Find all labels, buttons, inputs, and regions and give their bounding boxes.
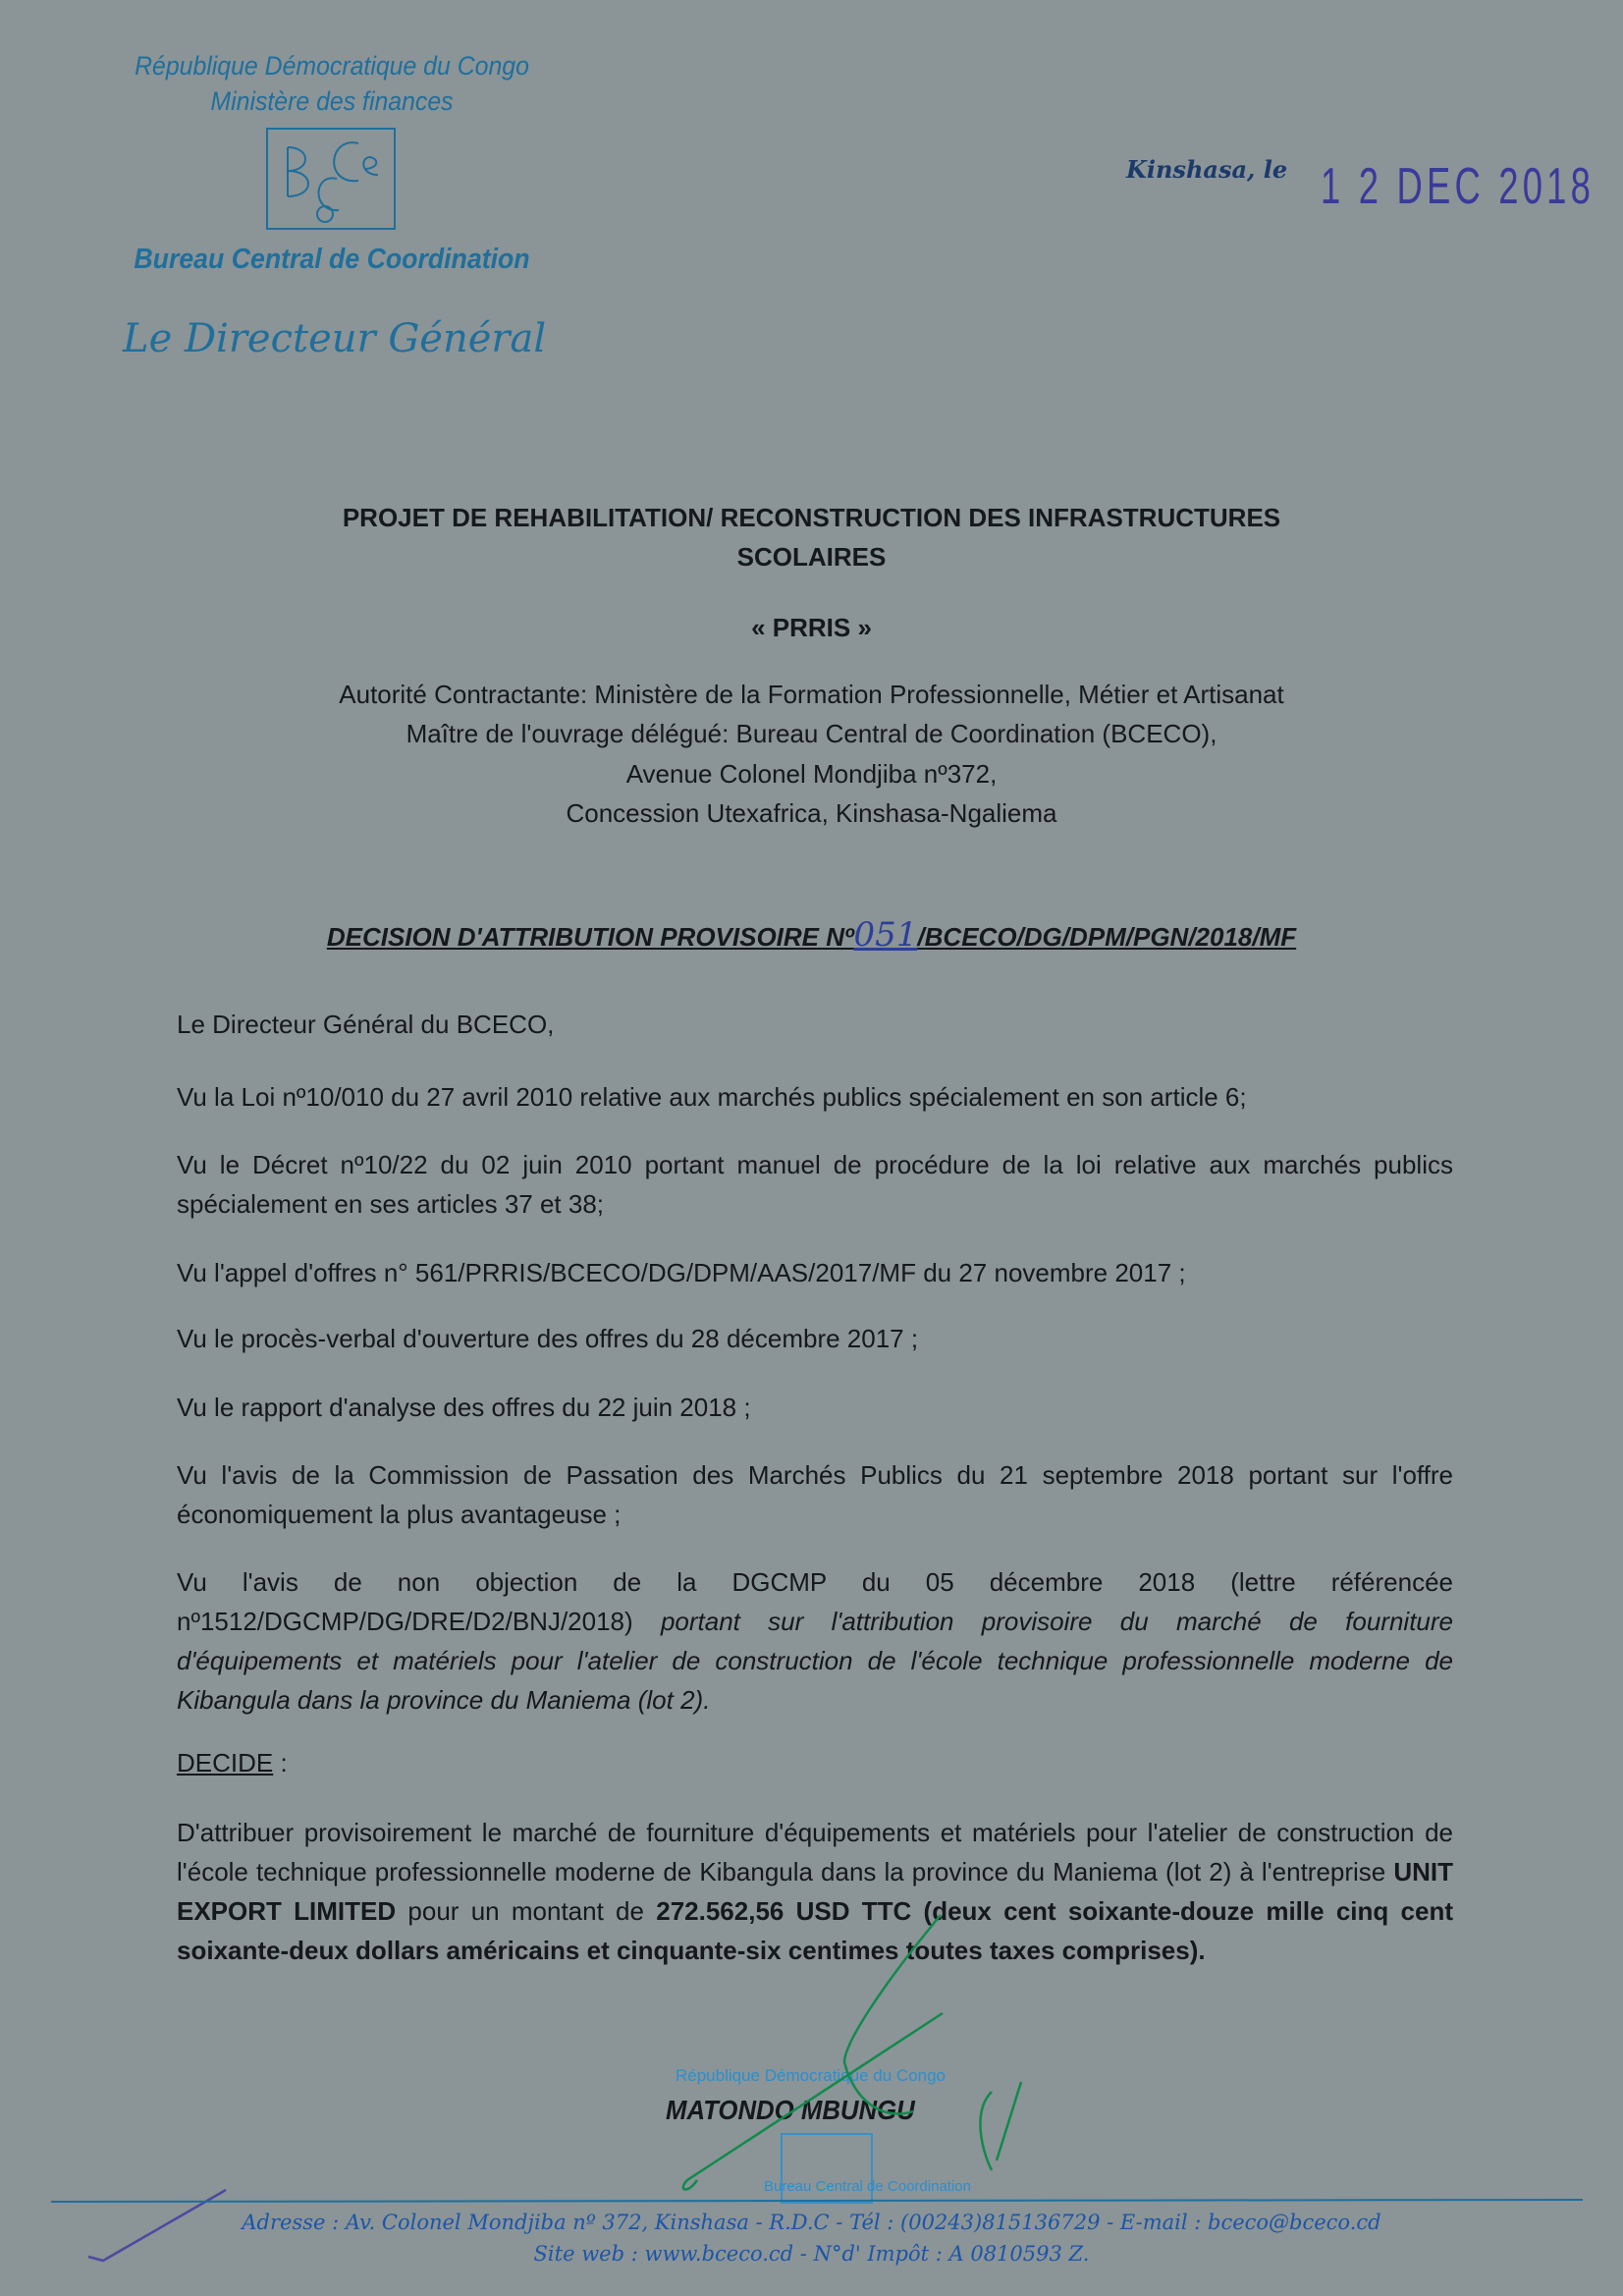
project-title-line2: SCOLAIRES: [736, 542, 887, 572]
signatory-name: MATONDO MBUNGU: [666, 2095, 915, 2125]
vu-decret: Vu le Décret nº10/22 du 02 juin 2010 portant manuel de procédure de la loi relative aux marchés publics spécialement en ses articles 37 et 38;: [177, 1150, 1453, 1219]
letterhead-ministry: Ministère des finances: [210, 86, 454, 116]
footer-divider: [51, 2200, 1583, 2202]
delegate: Maître de l'ouvrage délégué: Bureau Central de Coordination (BCECO),: [406, 719, 1217, 748]
vu-rapport: Vu le rapport d'analyse des offres du 22 juin 2018 ;: [177, 1393, 751, 1422]
decision-text-part2: pour un montant de: [396, 1896, 657, 1926]
footer-address: Adresse : Av. Colonel Mondjiba nº 372, Kinshasa - R.D.C - Tél : (00243)815136729 - E-mail : bceco@bceco.cd: [242, 2211, 1381, 2234]
vu-appel: Vu l'appel d'offres n° 561/PRRIS/BCECO/DG/DPM/AAS/2017/MF du 27 novembre 2017 ;: [177, 1258, 1186, 1287]
letterhead-director: Le Directeur Général: [123, 316, 547, 361]
decision-text-part1: D'attribuer provisoirement le marché de fourniture d'équipements et matériels pour l'atelier de construction de l'école technique professionnelle moderne de Kibangula dans la province du Maniema (lot 2) à l'entreprise: [177, 1818, 1453, 1886]
vu-dgcmp-object: portant sur l'attribution provisoire du marché de fourniture d'équipements et matériels pour l'atelier de construction de l'école technique professionnelle moderne de Kibangula dans la province du Maniema (lot 2).: [177, 1607, 1453, 1715]
decide-label: DECIDE: [177, 1748, 274, 1777]
footer-web: Site web : www.bceco.cd - N°d' Impôt : A 0810593 Z.: [533, 2242, 1090, 2266]
decision-number: 051: [853, 915, 918, 955]
letterhead-country: République Démocratique du Congo: [135, 51, 529, 81]
vu-pv: Vu le procès-verbal d'ouverture des offres du 28 décembre 2017 ;: [177, 1324, 919, 1353]
contracting-authority: Autorité Contractante: Ministère de la Formation Professionnelle, Métier et Artisanat: [339, 680, 1284, 709]
date-place: Kinshasa, le: [1126, 155, 1288, 184]
company-name: UNIT EXPORT LIMITED: [177, 1857, 1453, 1926]
vu-loi: Vu la Loi nº10/010 du 27 avril 2010 relative aux marchés publics spécialement en son article 6;: [177, 1082, 1247, 1112]
stamp-top-text: République Démocratique du Congo: [676, 2066, 947, 2085]
handwritten-signature: [683, 1915, 1021, 2189]
amount: 272.562,56 USD TTC (deux cent soixante-douze mille cinq cent soixante-deux dollars américains et cinquante-six centimes toutes taxes comprises).: [177, 1896, 1453, 1965]
decide-colon: :: [273, 1748, 288, 1777]
project-acronym: « PRRIS »: [751, 613, 872, 642]
letterhead-bureau: Bureau Central de Coordination: [134, 244, 530, 275]
vu-dgcmp-text: Vu l'avis de non objection de la DGCMP du 05 décembre 2018 (lettre référencée nº1512/DGCMP/DG/DRE/D2/BNJ/2018): [177, 1567, 1453, 1636]
decision-prefix: DECISION D'ATTRIBUTION PROVISOIRE Nº: [326, 922, 854, 952]
vu-cpmp: Vu l'avis de la Commission de Passation des Marchés Publics du 21 septembre 2018 portant sur l'offre économiquement la plus avantageuse ;: [177, 1460, 1453, 1529]
address-line1: Avenue Colonel Mondjiba nº372,: [625, 759, 998, 789]
intro: Le Directeur Général du BCECO,: [177, 1010, 555, 1039]
project-title-line1: PROJET DE REHABILITATION/ RECONSTRUCTION DES INFRASTRUCTURES: [342, 503, 1281, 532]
decision-suffix: /BCECO/DG/DPM/PGN/2018/MF: [917, 922, 1297, 952]
address-line2: Concession Utexafrica, Kinshasa-Ngaliema: [566, 798, 1057, 828]
date-stamp: 1 2 DEC 2018: [1321, 158, 1596, 215]
stamp-bottom-text: Bureau Central de Coordination: [764, 2178, 971, 2195]
